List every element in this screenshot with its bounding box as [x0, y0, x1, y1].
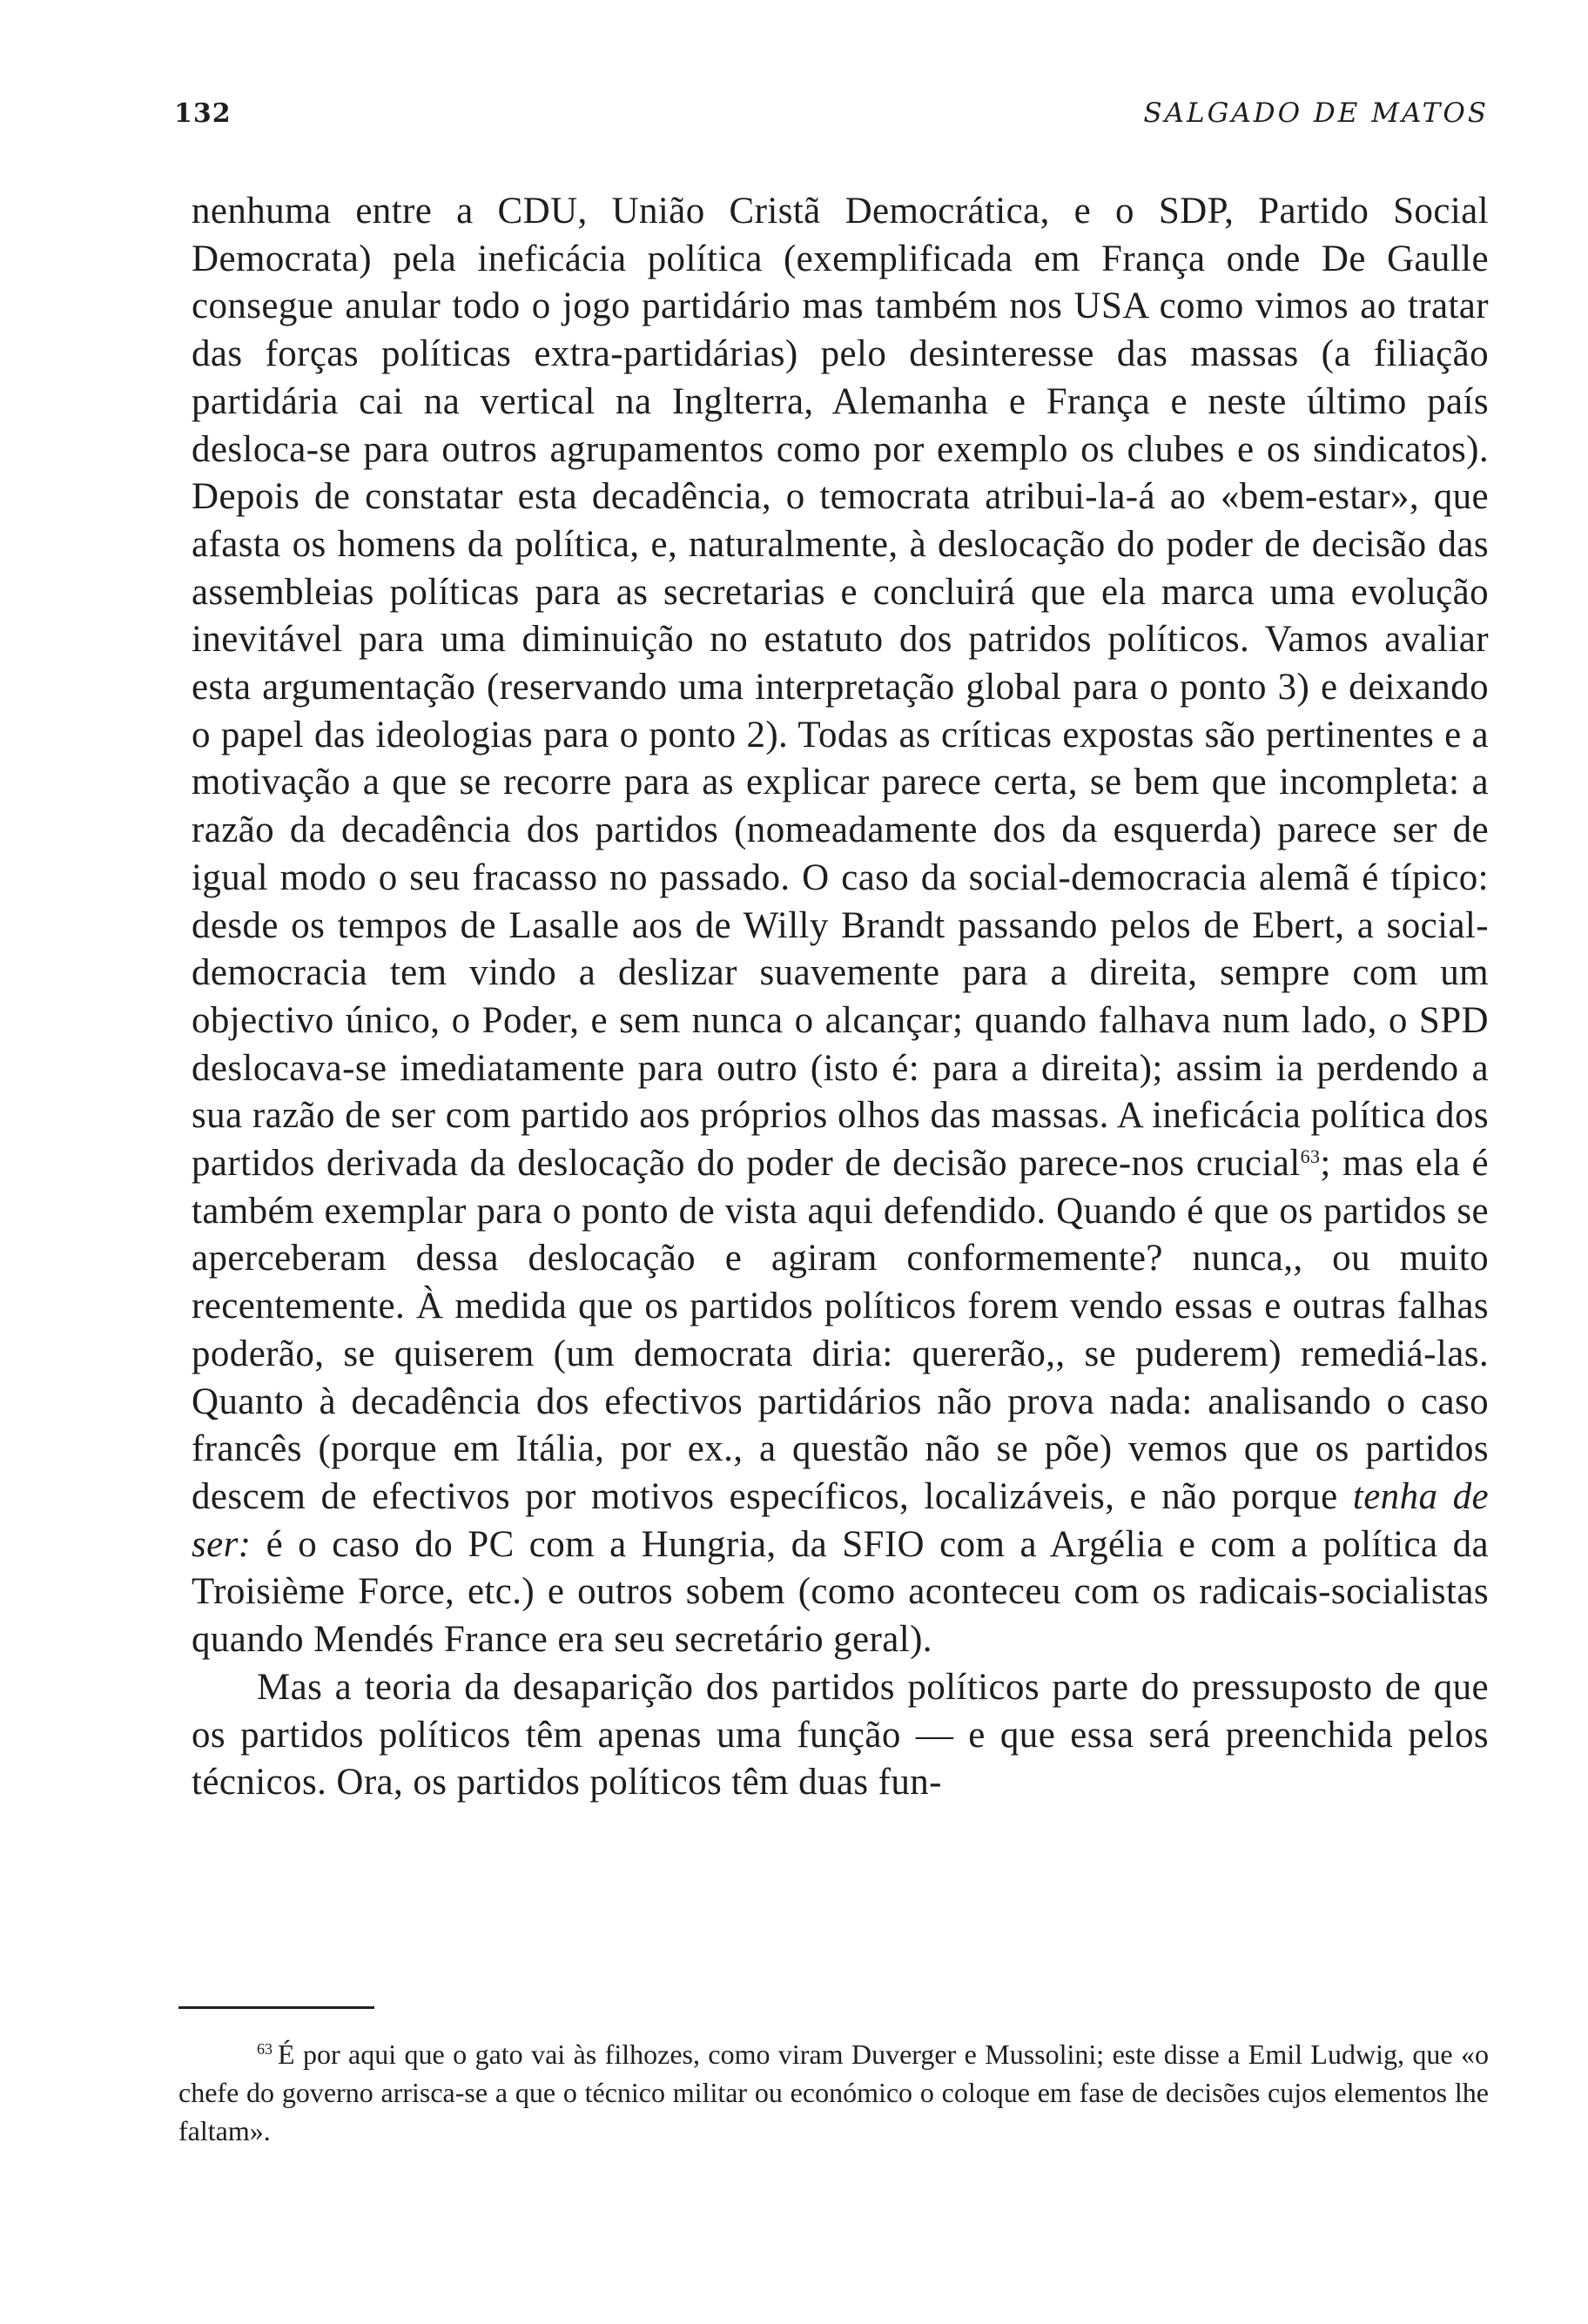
footnote-number: 63	[257, 2040, 273, 2058]
page-number: 132	[174, 98, 232, 129]
paragraph-1-italic-phrase: tenha de ser:	[192, 1475, 1489, 1565]
footnote	[178, 2035, 1489, 2150]
running-head: SALGADO DE MATOS	[1143, 97, 1489, 129]
page-header	[174, 97, 1489, 150]
footnote-paragraph	[178, 2035, 1489, 2150]
paragraph-1-part-c: é o caso do PC com a Hungria, da SFIO com a Argélia e com a política da Troisième Force, etc.) e outros sobem (como aconteceu com os radicais-socialistas quando Mendés France era seu secretário geral).	[192, 1523, 1489, 1661]
footnote-text: É por aqui que o gato vai às filhozes, como viram Duverger e Mussolini; este disse a Emil Ludwig, que «o chefe do governo arrisca-se a que o técnico militar ou económico o coloque em fase de decisões cujos elementos lhe faltam».	[178, 2039, 1489, 2146]
paragraph-1	[192, 188, 1489, 1664]
footnote-separator-rule	[178, 2006, 374, 2009]
paragraph-1-part-a: nenhuma entre a CDU, União Cristã Democrática, e o SDP, Partido Social Democrata) pela ineficácia política (exemplificada em França onde De Gaulle consegue anular todo o jogo partidário mas também nos USA como vimos ao tratar das forças políticas extra-partidárias) pelo desinteresse das massas (a filiação partidária cai na vertical na Inglterra, Alemanha e França e neste último país desloca-se para outros agrupamentos como por exemplo os clubes e os sindicatos). Depois de constatar esta decadência, o temocrata atribui-la-á ao «bem-estar», que afasta os homens da política, e, naturalmente, à deslocação do poder de decisão das assembleias políticas para as secretarias e concluirá que ela marca uma evolução inevitável para uma diminuição no estatuto dos patridos políticos. Vamos avaliar esta argumentação (reservando uma interpretação global para o ponto 3) e deixando o papel das ideologias para o ponto 2). Todas as críticas expostas são pertinentes e a motivação a que se recorre para as explicar parece certa, se bem que incompleta: a razão da decadência dos partidos (nomeadamente dos da esquerda) parece ser de igual modo o seu fracasso no passado. O caso da social-democracia alemã é típico: desde os tempos de Lasalle aos de Willy Brandt passando pelos de Ebert, a social-democracia tem vindo a deslizar suavemente para a direita, sempre com um objectivo único, o Poder, e sem nunca o alcançar; quando falhava num lado, o SPD deslocava-se imediatamente para outro (isto é: para a direita); assim ia perdendo a sua razão de ser com partido aos próprios olhos das massas. A ineficácia política dos partidos derivada da deslocação do poder de decisão parece-nos crucial	[192, 191, 1489, 1185]
footnote-reference: 63	[1300, 1145, 1321, 1168]
paragraph-1-part-b: ; mas ela é também exemplar para o ponto de vista aqui defendido. Quando é que os partidos se aperceberam dessa deslocação e agiram conformemente? nunca,, ou muito recentemente. À medida que os partidos políticos forem vendo essas e outras falhas poderão, se quiserem (um democrata diria: quererão,, se puderem) remediá-las. Quanto à decadência dos efectivos partidários não prova nada: analisando o caso francês (porque em Itália, por ex., a questão não se põe) vemos que os partidos descem de efectivos por motivos específicos, localizáveis, e não porque	[192, 1143, 1489, 1517]
body-text	[192, 188, 1489, 1807]
paragraph-2: Mas a teoria da desaparição dos partidos políticos parte do pressuposto de que os partidos políticos têm apenas uma função — e que essa será preenchida pelos técnicos. Ora, os partidos políticos têm duas fun-	[192, 1666, 1489, 1803]
